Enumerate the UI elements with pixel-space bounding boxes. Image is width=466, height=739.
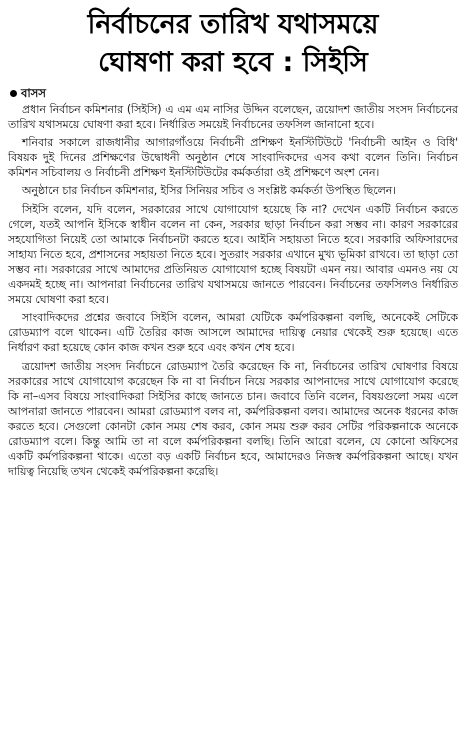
paragraph-5: সাংবাদিকদের প্রশ্নের জবাবে সিইসি বলেন, আমরা যেটিকে কর্মপরিকল্পনা বলছি, অনেকেই সেটিকে রোডম্যাপ বলে থাকেন। এটি তৈরির কাজ আসলে আমাদের দায়িত্ব নেয়ার থেকেই শুরু হয়েছে। এতে নির্ধারণ করা হয়েছে কোন কাজ কখন শুরু হবে এবং কখন শেষ হবে। — [8, 311, 458, 355]
article-body — [8, 102, 458, 479]
paragraph-6: ত্রয়োদশ জাতীয় সংসদ নির্বাচনে রোডম্যাপ তৈরি করেছেন কি না, নির্বাচনের তারিখ ঘোষণার বিষয়ে সরকারের সাথে যোগাযোগ করেছেন কি না বা নির্বাচন নিয়ে সরকার আপনাদের সাথে যোগাযোগ করেছে কি না–এসব বিষয়ে সাংবাদিকরা সিইসির কাছে জানতে চান। জবাবে তিনি বলেন, বিষয়গুলো সময় এলে আপনারা জানতে পারবেন। আমরা রোডম্যাপ বলব না, কর্মপরিকল্পনা বলব। আমাদের অনেক ধরনের কাজ করতে হবে। সেগুলো কোনটা কোন সময় শেষ করব, কোন সময় শুরু করব সেটির পরিকল্পনাকে অনেকে রোডম্যাপ বলে। কিন্তু আমি তা না বলে কর্মপরিকল্পনা বলছি। তিনি আরো বলেন, যে কোনো অফিসের একটি কর্মপরিকল্পনা থাকে। এতো বড় একটি নির্বাচন হবে, আমাদেরও নিজস্ব কর্মপরিকল্পনা আছে। যখন দায়িত্ব নিয়েছি তখন থেকেই কর্মপরিকল্পনা করেছি। — [8, 359, 458, 479]
paragraph-2: শনিবার সকালে রাজধানীর আগারগাঁওয়ে নির্বাচনী প্রশিক্ষণ ইনস্টিটিউটে 'নির্বাচনী আইন ও বিধি' বিষয়ক দুই দিনের প্রশিক্ষণের উদ্বোধনী অনুষ্ঠান শেষে সাংবাদিকদের এসব কথা বলেন তিনি। নির্বাচন কমিশন সচিবালয় ও নির্বাচনী প্রশিক্ষণ ইনস্টিটিউটের কর্মকর্তারা ওই প্রশিক্ষণে অংশ নেন। — [8, 136, 458, 180]
byline — [8, 86, 458, 101]
byline-source: বাসস — [21, 86, 46, 100]
bullet-icon — [10, 90, 17, 97]
headline — [8, 6, 458, 82]
paragraph-4: সিইসি বলেন, যদি বলেন, সরকারের সাথে যোগাযোগ হয়েছে কি না? দেখেন একটি নির্বাচন করতে গেলে, যতই আপনি ইসিকে স্বাধীন বলেন না কেন, সরকার ছাড়া নির্বাচন করা সম্ভব না। কারণ সরকারের সহযোগিতা নিয়েই তো আমাকে নির্বাচনটা করতে হবে। আইনি সহায়তা নিতে হবে। সরকারি অফিসারদের সাহায্য নিতে হবে, প্রশাসনের সহায়তা নিতে হবে। সুতরাং সরকার এখানে মুখ্য ভূমিকা রাখবে। তা ছাড়া তো সম্ভব না। সরকারের সাথে আমাদের প্রতিনিয়ত যোগাযোগ হচ্ছে বিষয়টা এমন নয়। আবার এমনও নয় যে একদমই হচ্ছে না। আপনারা নির্বাচনের তারিখ যথাসময়ে জানতে পারবেন। নির্বাচনের তফসিলও নির্ধারিত সময়ে ঘোষণা করা হবে। — [8, 202, 458, 307]
headline-line-2: ঘোষণা করা হবে : সিইসি — [98, 47, 368, 78]
paragraph-1: প্রধান নির্বাচন কমিশনার (সিইসি) এ এম এম নাসির উদ্দিন বলেছেন, ত্রয়োদশ জাতীয় সংসদ নির্বাচনের তারিখ যথাসময়ে ঘোষণা করা হবে। নির্ধারিত সময়েই নির্বাচনের তফসিল জানানো হবে। — [8, 103, 458, 132]
paragraph-3: অনুষ্ঠানে চার নির্বাচন কমিশনার, ইসির সিনিয়র সচিব ও সংশ্লিষ্ট কর্মকর্তা উপস্থিত ছিলেন। — [22, 184, 396, 198]
headline-line-1: নির্বাচনের তারিখ যথাসময়ে — [87, 9, 379, 40]
